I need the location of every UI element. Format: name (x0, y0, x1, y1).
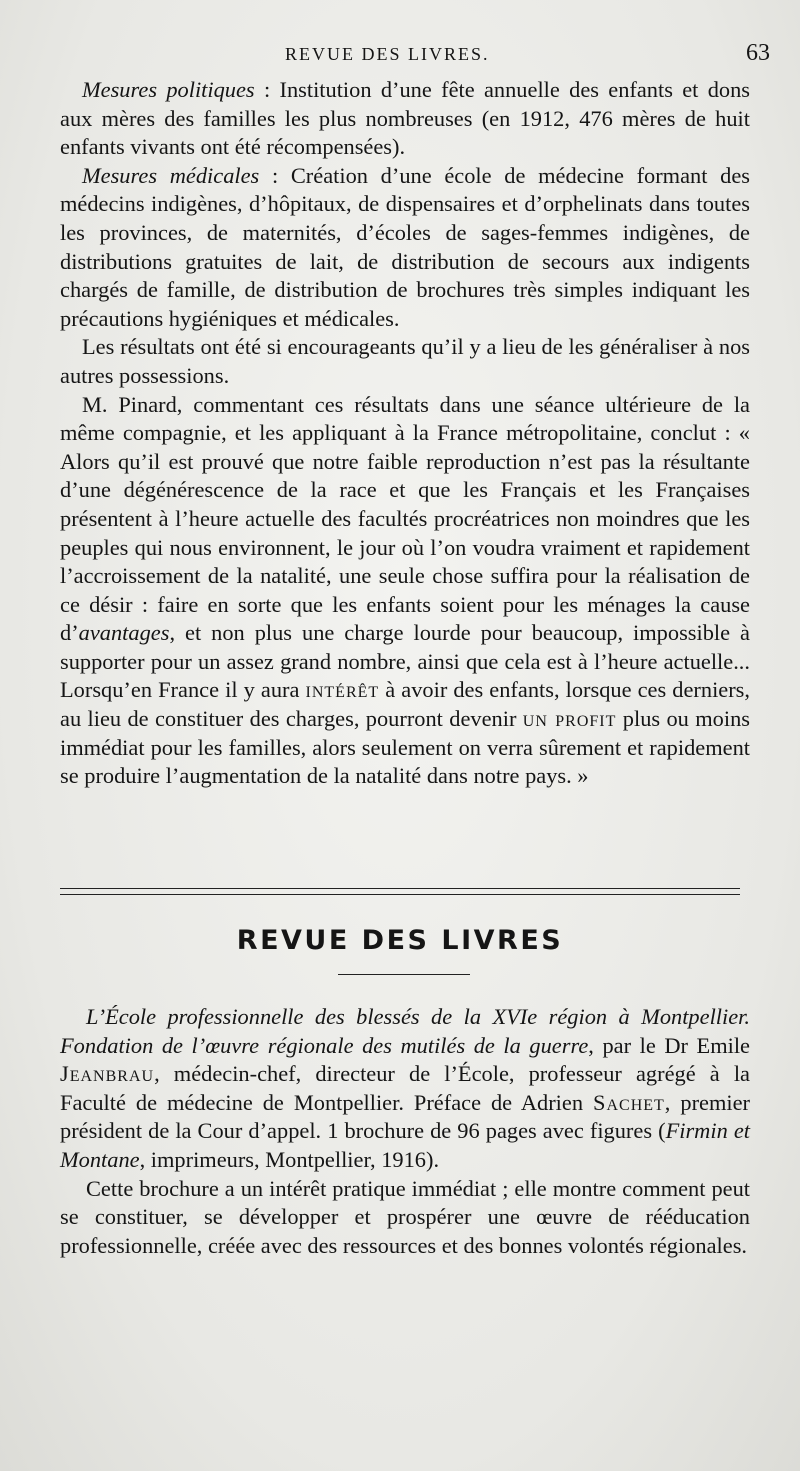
review-preface-author: Sachet (593, 1089, 665, 1115)
paragraph-pinard-quote (60, 391, 750, 791)
review-publisher: Firmin et Montane (60, 1118, 750, 1172)
review-publication-b: , imprimeurs, Montpellier, 1916). (139, 1146, 440, 1172)
paragraph-results: Les résultats ont été si encourageants qu’il y a lieu de les généraliser à nos autres possessions. (60, 334, 750, 388)
political-measures-text: : Institution d’une fête annuelle des enfants et dons aux mères des familles les plus nombreuses (en 1912, 476 mères de huit enfants vivants ont été récompensées). (60, 77, 750, 160)
review-author-role: , médecin-chef, directeur de l’École, professeur agrégé à la Faculté de médecine de Montpellier. Préface de Adrien (60, 1061, 750, 1115)
review-publication-a: , premier président de la Cour d’appel. 1 brochure de 96 pages avec figures ( (60, 1089, 750, 1144)
section-title: REVUE DES LIVRES (236, 925, 564, 956)
review-by: , par le Dr Emile (588, 1032, 750, 1058)
quote-smallcaps-profit: un profit (522, 706, 617, 732)
page-header (60, 40, 770, 74)
paragraph-medical-measures (60, 162, 750, 334)
review-book-title: L’École professionnelle des blessés de la XVIe région à Montpellier. Fondation de l’œuvre régionale des mutilés de la guerre (60, 1004, 750, 1058)
political-measures-label: Mesures politiques (82, 77, 255, 102)
review-body: Cette brochure a un intérêt pratique immédiat ; elle montre comment peut se constituer, se développer et prospérer une œuvre de rééducation professionnelle, créée avec des ressources et des bonnes volontés régionales. (60, 1175, 750, 1258)
article-body (60, 76, 750, 791)
medical-measures-label: Mesures médicales (82, 162, 260, 188)
section-divider-double-rule (60, 888, 740, 895)
quote-smallcaps-interet: intérêt (305, 677, 380, 703)
paragraph-political-measures (60, 76, 750, 162)
book-review (60, 1003, 750, 1260)
medical-measures-text: : Création d’une école de médecine formant des médecins indigènes, d’hôpitaux, de dispensaires et d’orphelinats dans toutes les provinces, de maternités, d’écoles de sages-femmes indigènes, de distributions gratuites de lait, de distribution de secours aux indigents chargés de famille, de distribution de brochures très simples indiquant les précautions hygiéniques et médicales. (60, 162, 750, 331)
review-citation (60, 1003, 750, 1175)
quote-part-a: M. Pinard, commentant ces résultats dans une séance ultérieure de la même compagnie, et les appliquant à la France métropolitaine, conclut : « Alors qu’il est prouvé que notre faible reproduction n’est pas la résultante d’une dégénérescence de la race et que les Français et les Françaises présentent à l’heure actuelle des facultés procréatrices non moindres que les peuples qui nous environnent, le jour où l’on voudra vraiment et rapidement l’accroissement de la natalité, une seule chose suffira pour la réalisation de ce désir : faire en sorte que les enfants soient pour les ménages la cause d’ (60, 391, 750, 646)
quote-part-d: plus ou moins immédiat pour les familles, alors seulement on verra sûrement et rapidement se produire l’augmentation de la natalité dans notre pays. » (60, 706, 750, 789)
quote-part-c: à avoir des enfants, lorsque ces derniers, au lieu de constituer des charges, pourront devenir (60, 677, 750, 732)
page-number: 63 (746, 40, 770, 66)
section-title-underline (338, 974, 470, 975)
quote-italic-avantages: avantages (78, 620, 170, 646)
quote-part-b: , et non plus une charge lourde pour beaucoup, impossible à supporter pour un assez grand nombre, ainsi que cela est à l’heure actuelle... Lorsqu’en France il y aura (60, 620, 750, 703)
review-author: Jeanbrau (60, 1061, 155, 1087)
running-head: REVUE DES LIVRES. (285, 44, 490, 64)
